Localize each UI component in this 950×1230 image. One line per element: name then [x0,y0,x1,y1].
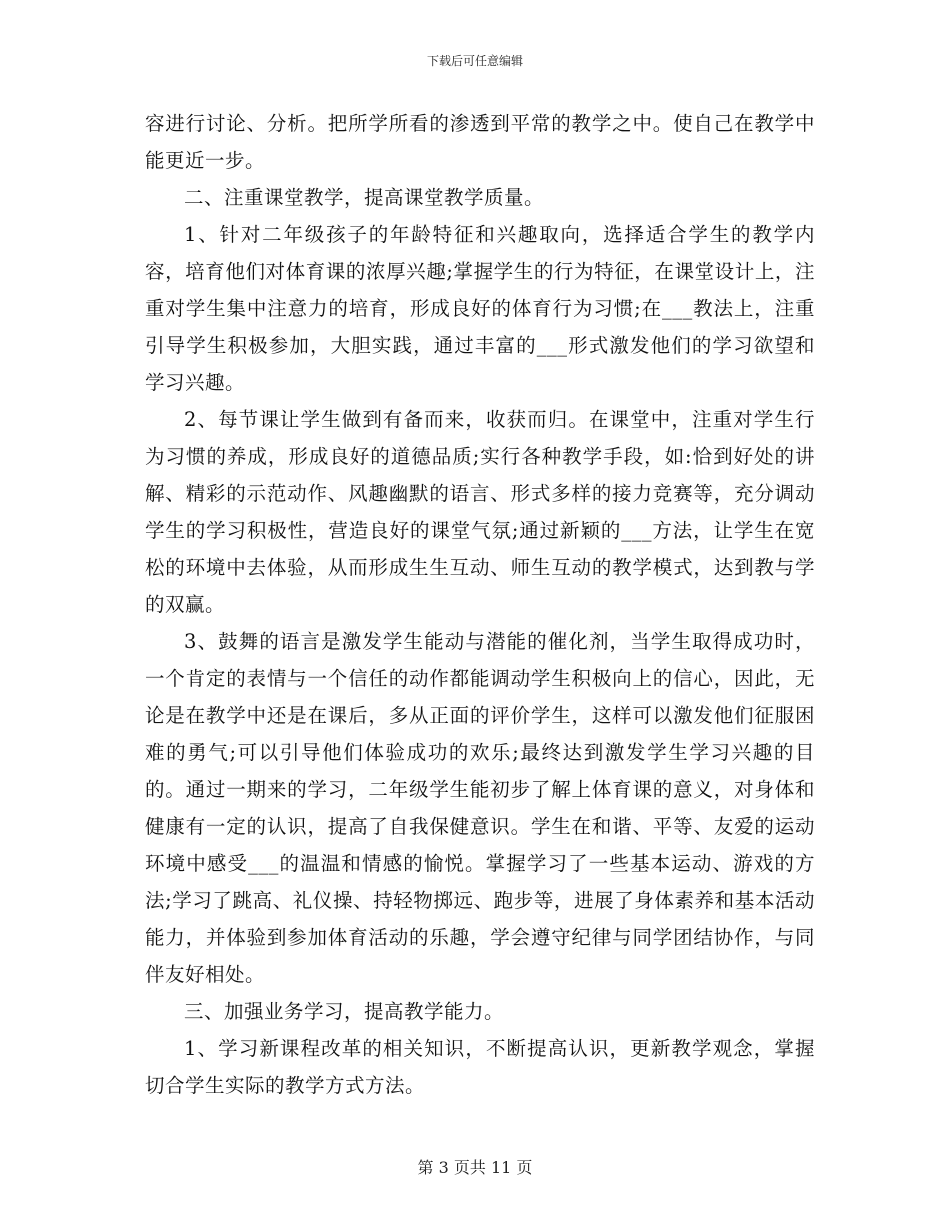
paragraph: 2、每节课让学生做到有备而来，收获而归。在课堂中，注重对学生行为习惯的养成，形成良好的道德品质;实行各种教学手段，如:恰到好处的讲解、精彩的示范动作、风趣幽默的语言、形式多样的接力竞赛等，充分调动学生的学习积极性，营造良好的课堂气氛;通过新颖的___方法，让学生在宽松的环境中去体验，从而形成生生互动、师生互动的教学模式，达到教与学的双赢。 [145,408,815,616]
paragraph: 容进行讨论、分析。把所学所看的渗透到平常的教学之中。使自己在教学中能更近一步。 [145,112,815,172]
page-header: 下载后可任意编辑 [426,54,523,68]
page-number: 第 3 页共 11 页 [417,1158,533,1177]
paragraph: 1、学习新课程改革的相关知识，不断提高认识，更新教学观念，掌握切合学生实际的教学方式方法。 [145,1037,815,1097]
document-body [145,105,815,1104]
paragraph: 3、鼓舞的语言是激发学生能动与潜能的催化剂，当学生取得成功时，一个肯定的表情与一个信任的动作都能调动学生积极向上的信心，因此，无论是在教学中还是在课后，多从正面的评价学生，这样可以激发他们征服困难的勇气;可以引导他们体验成功的欢乐;最终达到激发学生学习兴趣的目的。通过一期来的学习，二年级学生能初步了解上体育课的意义，对身体和健康有一定的认识，提高了自我保健意识。学生在和谐、平等、友爱的运动环境中感受___的温温和情感的愉悦。掌握学习了一些基本运动、游戏的方法;学习了跳高、礼仪操、持轻物掷远、跑步等，进展了身体素养和基本活动能力，并体验到参加体育活动的乐趣，学会遵守纪律与同学团结协作，与同伴友好相处。 [145,630,815,986]
section-heading: 三、加强业务学习，提高教学能力。 [184,1000,505,1023]
paragraph: 1、针对二年级孩子的年龄特征和兴趣取向，选择适合学生的教学内容，培育他们对体育课的浓厚兴趣;掌握学生的行为特征，在课堂设计上，注重对学生集中注意力的培育，形成良好的体育行为习惯;在___教法上，注重引导学生积极参加，大胆实践，通过丰富的___形式激发他们的学习欲望和学习兴趣。 [145,223,815,394]
section-heading: 二、注重课堂教学，提高课堂教学质量。 [184,186,545,209]
